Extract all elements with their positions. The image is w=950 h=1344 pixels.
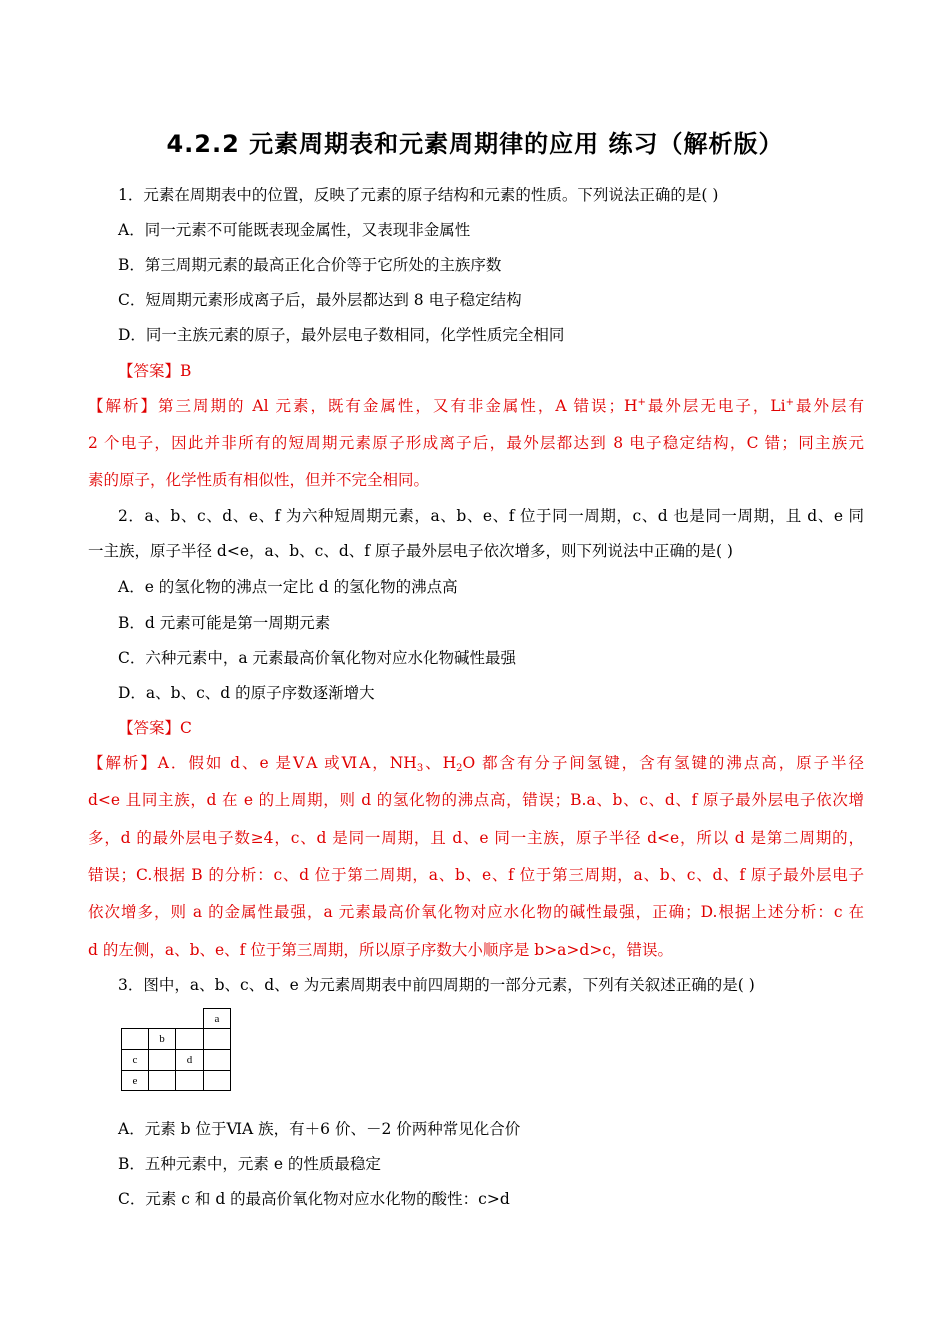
q2-analysis-line-3: 多，d 的最外层电子数≥4，c、d 是同一周期，且 d、e 同一主族，原子半径 d<e，所以 d 是第二周期的， — [88, 829, 864, 847]
table-cell-b: b — [148, 1028, 176, 1050]
table-cell-e: e — [121, 1070, 149, 1091]
q1-answer: 【答案】B — [118, 362, 192, 380]
q2-analysis-line-2: d<e 且同主族，d 在 e 的上周期，则 d 的氢化物的沸点高，错误；B.a、b、c、d、f 原子最外层电子依次增 — [88, 791, 864, 809]
q3-option-c: C．元素 c 和 d 的最高价氧化物对应水化物的酸性：c>d — [118, 1190, 510, 1208]
q3-stem: 3．图中，a、b、c、d、e 为元素周期表中前四周期的一部分元素，下列有关叙述正确的是( ) — [118, 976, 755, 994]
q2-analysis-line-4: 错误；C.根据 B 的分析：c、d 位于第二周期，a、b、e、f 位于第三周期，a、b、c、d、f 原子最外层电子 — [88, 866, 864, 884]
q2-stem-line-2: 一主族，原子半径 d<e，a、b、c、d、f 原子最外层电子依次增多，则下列说法中正确的是( ) — [88, 542, 733, 560]
q1-option-c: C．短周期元素形成离子后，最外层都达到 8 电子稳定结构 — [118, 291, 522, 309]
table-cell-empty — [203, 1049, 231, 1071]
q1-analysis-line-3: 素的原子，化学性质有相似性，但并不完全相同。 — [88, 471, 430, 489]
q2-option-c: C．六种元素中，a 元素最高价氧化物对应水化物碱性最强 — [118, 649, 517, 667]
q1-analysis-line-1: 【解析】第三周期的 Al 元素，既有金属性，又有非金属性，A 错误；H+最外层无电子，Li+最外层有 — [88, 397, 864, 415]
q1-option-a: A．同一元素不可能既表现金属性，又表现非金属性 — [118, 221, 471, 239]
table-cell-d: d — [175, 1049, 204, 1071]
q2-option-b: B．d 元素可能是第一周期元素 — [118, 614, 331, 632]
q3-option-a: A．元素 b 位于ⅥA 族，有＋6 价、－2 价两种常见化合价 — [118, 1120, 521, 1138]
table-cell-c: c — [121, 1049, 149, 1071]
table-cell-empty — [121, 1028, 149, 1050]
q2-option-a: A．e 的氢化物的沸点一定比 d 的氢化物的沸点高 — [118, 578, 458, 596]
table-cell-empty — [148, 1049, 176, 1071]
table-cell-empty — [203, 1028, 231, 1050]
table-cell-empty — [203, 1070, 231, 1091]
q2-analysis-line-5: 依次增多，则 a 的金属性最强，a 元素最高价氧化物对应水化物的碱性最强，正确；D.根据上述分析：c 在 — [88, 903, 864, 921]
table-cell-empty — [175, 1028, 204, 1050]
table-cell-a: a — [203, 1008, 231, 1029]
q2-stem-line-1: 2．a、b、c、d、e、f 为六种短周期元素，a、b、e、f 位于同一周期，c、d 也是同一周期，且 d、e 同 — [118, 507, 864, 525]
q1-stem: 1．元素在周期表中的位置，反映了元素的原子结构和元素的性质。下列说法正确的是( ) — [118, 186, 719, 204]
q2-analysis-line-1: 【解析】A．假如 d、e 是ⅤA 或ⅥA，$NH_3$、$H_2O$ 都含有分子间氢键，含有氢键的沸点高，原子半径 — [88, 754, 864, 774]
q1-option-d: D．同一主族元素的原子，最外层电子数相同，化学性质完全相同 — [118, 326, 565, 344]
periodic-table-fragment — [121, 1008, 231, 1091]
q3-option-b: B．五种元素中，元素 e 的性质最稳定 — [118, 1155, 381, 1173]
table-cell-empty — [175, 1070, 204, 1091]
q2-option-d: D．a、b、c、d 的原子序数逐渐增大 — [118, 684, 375, 702]
q1-analysis-line-2: 2 个电子，因此并非所有的短周期元素原子形成离子后，最外层都达到 8 电子稳定结构，C 错；同主族元 — [88, 434, 864, 452]
table-cell-empty — [148, 1070, 176, 1091]
q2-analysis-line-6: d 的左侧，a、b、e、f 位于第三周期，所以原子序数大小顺序是 b>a>d>c，错误。 — [88, 941, 674, 959]
page-title: 4.2.2 元素周期表和元素周期律的应用 练习（解析版） — [166, 130, 784, 158]
q2-answer: 【答案】C — [118, 719, 192, 737]
q1-option-b: B．第三周期元素的最高正化合价等于它所处的主族序数 — [118, 256, 502, 274]
